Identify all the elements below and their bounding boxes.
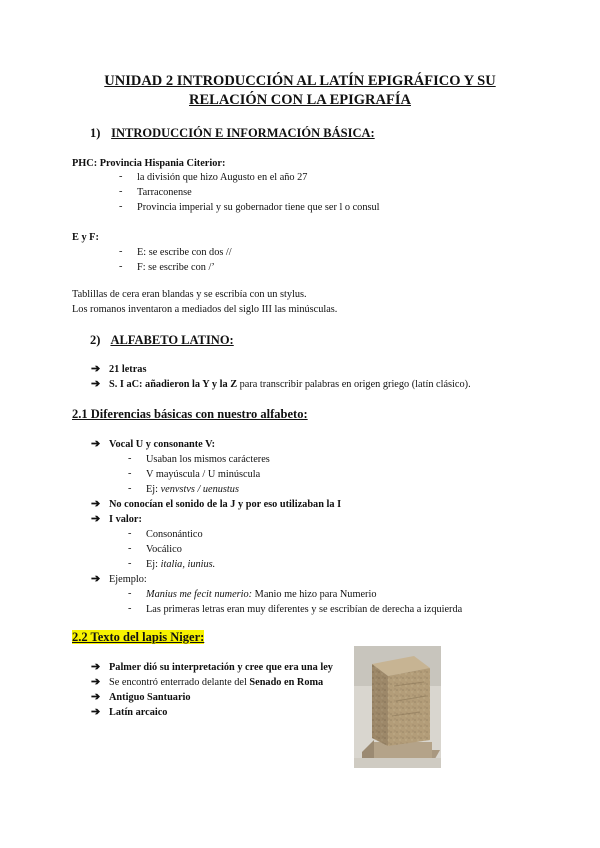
- dash-bullet: -: [128, 558, 132, 569]
- dif-vocal-item: V mayúscula / U minúscula: [146, 469, 261, 480]
- dash-bullet: -: [119, 246, 123, 257]
- arrow-bullet-icon: ➔: [91, 498, 101, 510]
- ej2-label: Ej:: [146, 559, 161, 570]
- title-line-2: RELACIÓN CON LA EPIGRAFÍA: [189, 92, 411, 108]
- page-title: [72, 72, 528, 110]
- note-line: Los romanos inventaron a mediados del siglo III las minúsculas.: [72, 304, 338, 315]
- phc-item: Provincia imperial y su gobernador tiene que ser l o consul: [137, 202, 380, 213]
- lapis-item-bold: Senado en Roma: [249, 677, 324, 688]
- dash-bullet: -: [128, 603, 132, 614]
- dash-bullet: -: [128, 543, 132, 554]
- arrow-bullet-icon: ➔: [91, 363, 101, 375]
- section-2-title: ALFABETO LATINO:: [110, 333, 234, 347]
- dif-ivalor-item: Vocálico: [146, 544, 182, 555]
- dif-ej1: [146, 483, 239, 496]
- section-1-number: 1): [90, 126, 101, 140]
- dash-bullet: -: [119, 171, 123, 182]
- arrow-bullet-icon: ➔: [91, 438, 101, 450]
- ej2-value: italia, iunius.: [160, 559, 216, 570]
- ejemplo-italic: Manius me fecit numerio:: [146, 589, 253, 600]
- alfabeto-item-bold: S. I aC: añadieron la Y y la Z: [109, 379, 238, 390]
- dash-bullet: -: [128, 468, 132, 479]
- arrow-bullet-icon: ➔: [91, 691, 101, 703]
- section-1-heading: [90, 126, 375, 141]
- phc-heading: PHC: Provincia Hispania Citerior:: [72, 158, 226, 169]
- lapis-item: Latín arcaico: [109, 707, 168, 718]
- ejemplo-item: Las primeras letras eran muy diferentes y se escribían de derecha a izquierda: [146, 604, 463, 615]
- dif-ivalor-item: Consonántico: [146, 529, 203, 540]
- alfabeto-item: 21 letras: [109, 364, 147, 375]
- ejemplo-rest: Manio me hizo para Numerio: [252, 589, 377, 600]
- dash-bullet: -: [128, 483, 132, 494]
- phc-item: la división que hizo Augusto en el año 27: [137, 172, 308, 183]
- arrow-bullet-icon: ➔: [91, 513, 101, 525]
- lapis-item-pre: Se encontró enterrado delante del: [109, 677, 250, 688]
- arrow-bullet-icon: ➔: [91, 378, 101, 390]
- section-2-heading: [90, 333, 234, 348]
- ej1-label: Ej:: [146, 484, 161, 495]
- subsection-2-2-text: 2.2 Texto del lapis Niger:: [72, 630, 205, 644]
- dash-bullet: -: [119, 201, 123, 212]
- dash-bullet: -: [119, 261, 123, 272]
- dash-bullet: -: [128, 528, 132, 539]
- eyf-item: F: se escribe con /’: [137, 262, 215, 273]
- alfabeto-item-rest: para transcribir palabras en origen griego (latín clásico).: [237, 379, 471, 390]
- section-2-number: 2): [90, 333, 101, 347]
- dash-bullet: -: [119, 186, 123, 197]
- dif-ej2: [146, 558, 215, 571]
- note-line: Tablillas de cera eran blandas y se escribía con un stylus.: [72, 289, 307, 300]
- eyf-item: E: se escribe con dos //: [137, 247, 232, 258]
- lapis-item: Antiguo Santuario: [109, 692, 191, 703]
- subsection-2-2-heading: [72, 630, 204, 645]
- dash-bullet: -: [128, 453, 132, 464]
- dif-jsound: No conocían el sonido de la J y por eso utilizaban la I: [109, 499, 342, 510]
- dif-vocal-item: Usaban los mismos carácteres: [146, 454, 270, 465]
- stone-illustration: [354, 646, 441, 768]
- title-line-1: UNIDAD 2 INTRODUCCIÓN AL LATÍN EPIGRÁFICO Y SU: [104, 73, 496, 89]
- dif-vocal: Vocal U y consonante V:: [109, 439, 216, 450]
- dash-bullet: -: [128, 588, 132, 599]
- lapis-niger-photo: [354, 646, 441, 768]
- alfabeto-item: [109, 378, 471, 391]
- lapis-item: [109, 676, 323, 689]
- ej1-value: venvstvs / uenustus: [160, 484, 239, 495]
- dif-ivalor: I valor:: [109, 514, 142, 525]
- dif-ejemplo: Ejemplo:: [109, 574, 147, 585]
- arrow-bullet-icon: ➔: [91, 706, 101, 718]
- phc-item: Tarraconense: [137, 187, 192, 198]
- ejemplo-item: [146, 588, 376, 601]
- eyf-heading: E y F:: [72, 232, 99, 243]
- arrow-bullet-icon: ➔: [91, 661, 101, 673]
- subsection-2-1-heading: 2.1 Diferencias básicas con nuestro alfabeto:: [72, 407, 308, 421]
- arrow-bullet-icon: ➔: [91, 573, 101, 585]
- arrow-bullet-icon: ➔: [91, 676, 101, 688]
- lapis-item: Palmer dió su interpretación y cree que era una ley: [109, 662, 333, 673]
- section-1-title: INTRODUCCIÓN E INFORMACIÓN BÁSICA:: [111, 126, 375, 140]
